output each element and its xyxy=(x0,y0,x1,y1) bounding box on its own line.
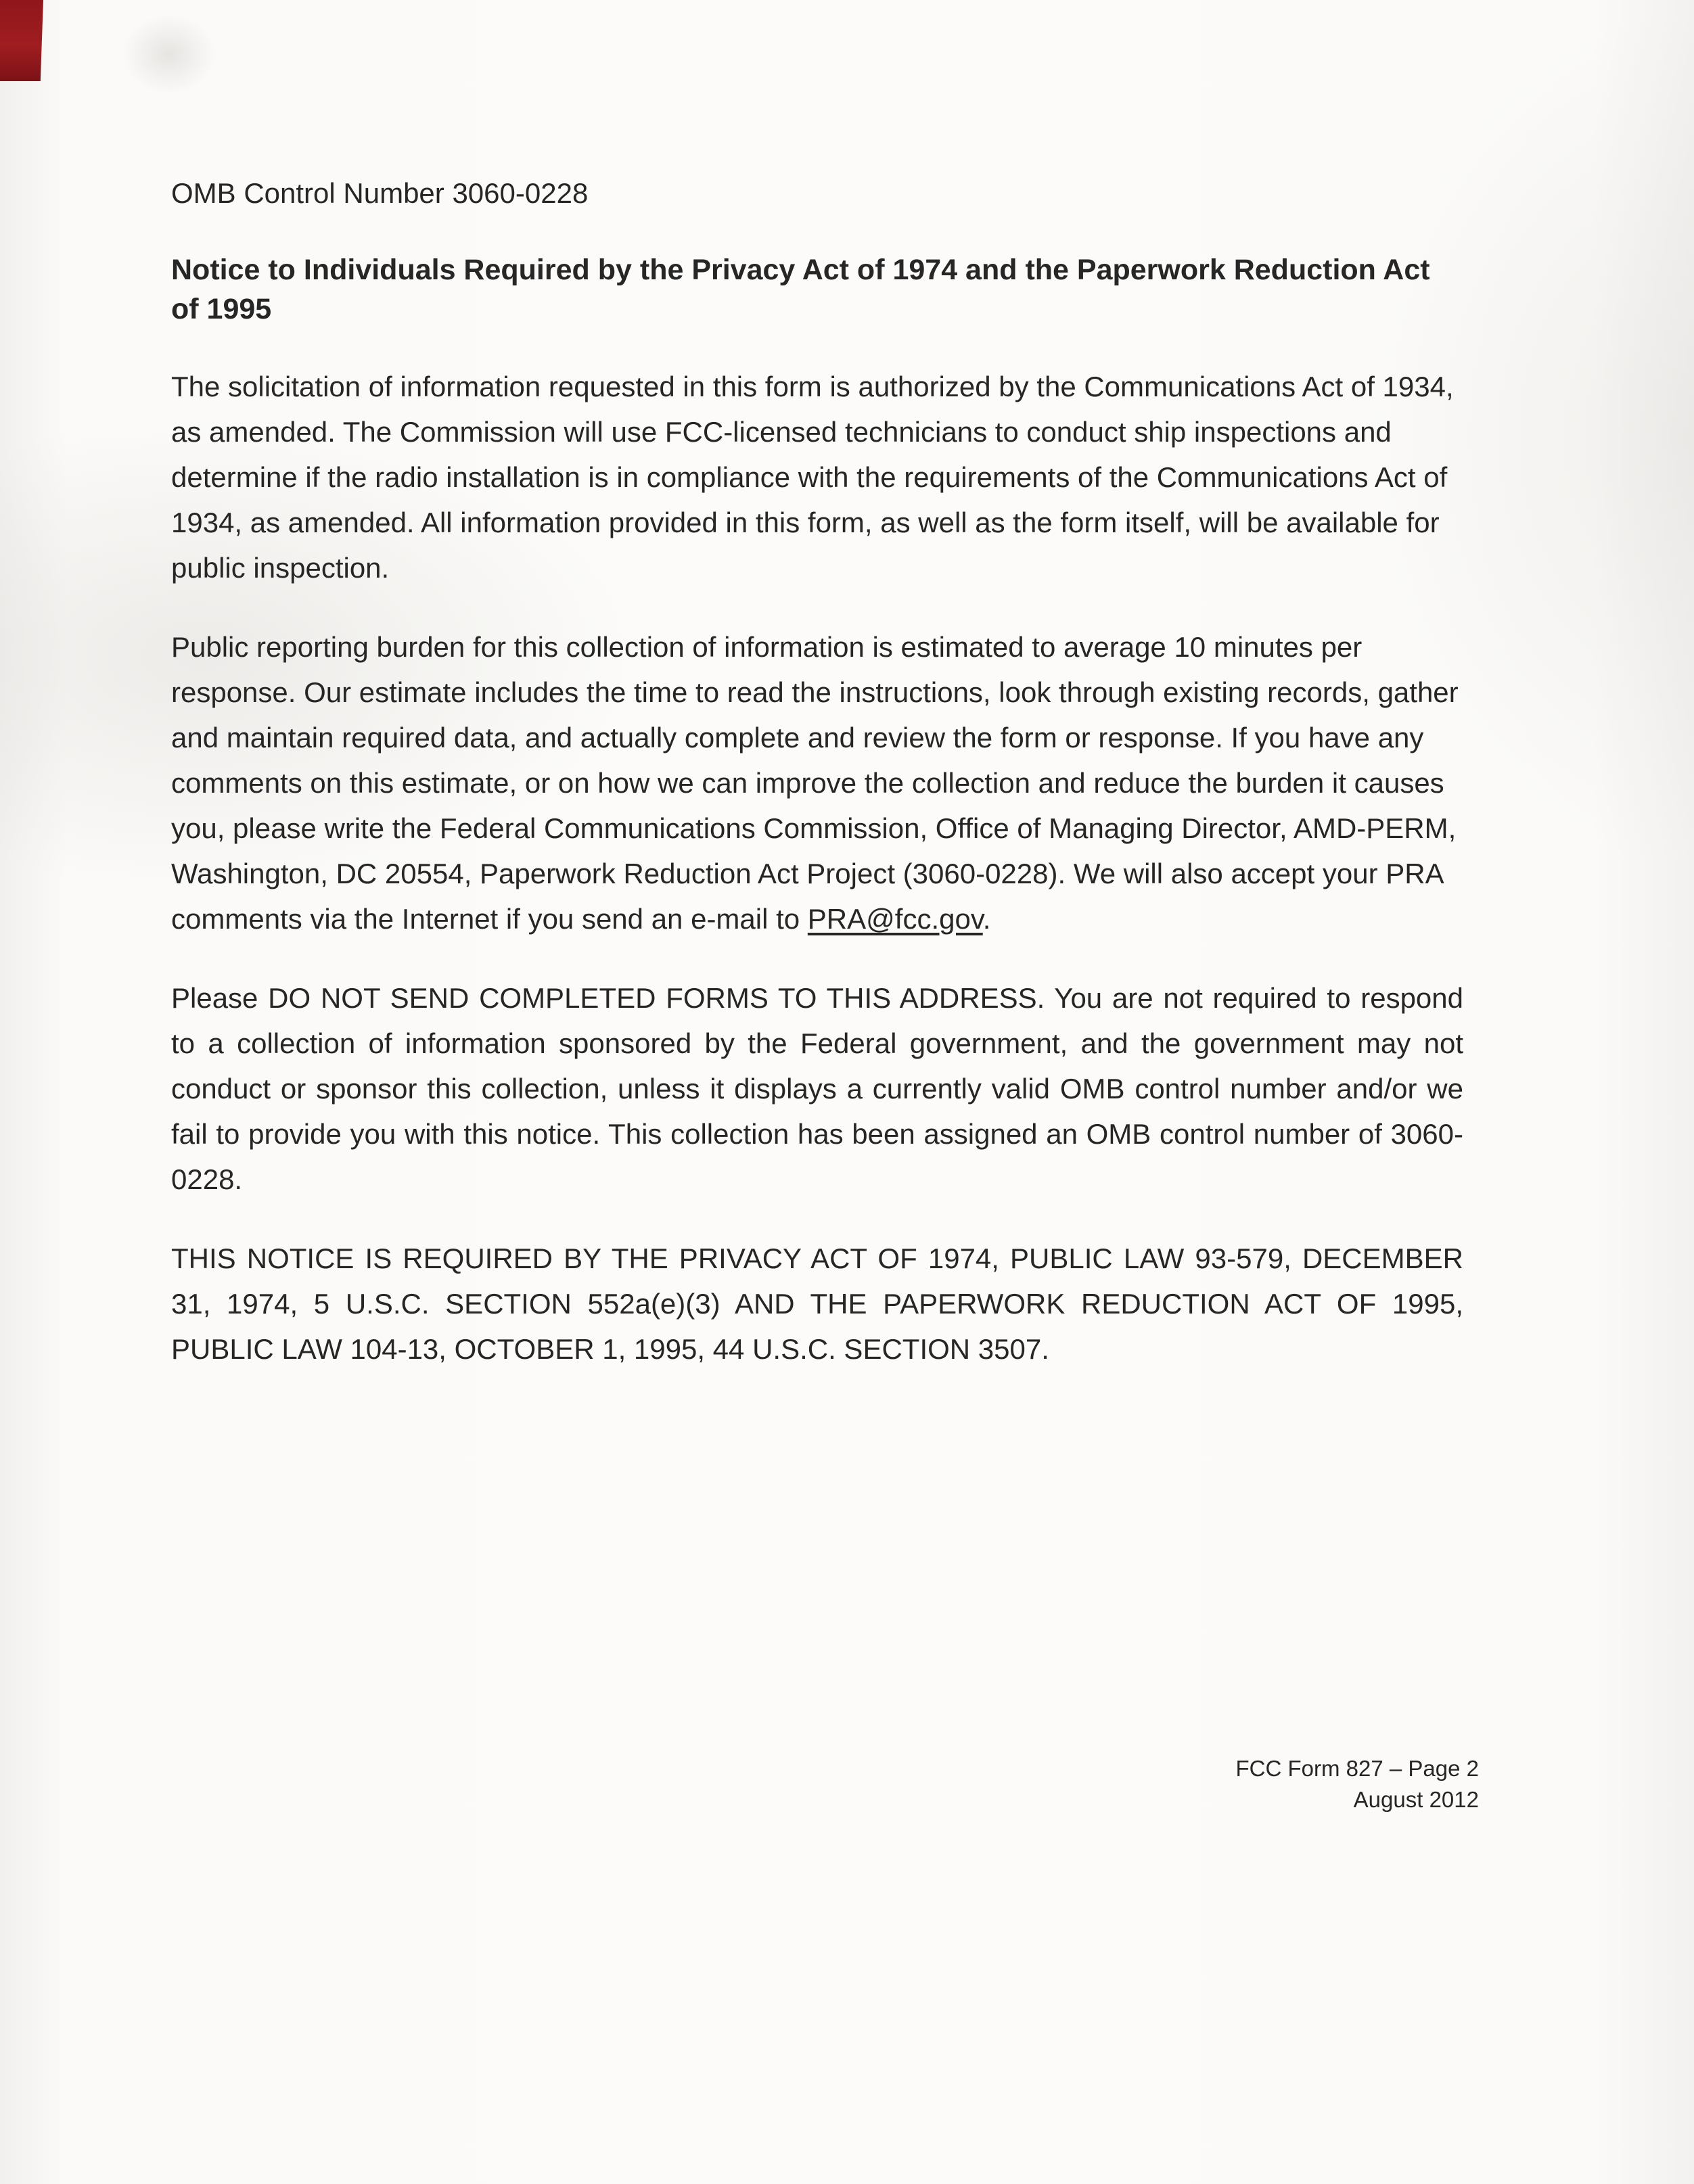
omb-control-number: OMB Control Number 3060-0228 xyxy=(171,177,589,209)
notice-title: Notice to Individuals Required by the Privacy Act of 1974 and the Paperwork Reduction Act of 1995 xyxy=(171,254,1430,325)
red-scan-artifact xyxy=(0,0,43,81)
page-footer xyxy=(1236,1753,1480,1815)
paragraph-notice-required: THIS NOTICE IS REQUIRED BY THE PRIVACY ACT OF 1974, PUBLIC LAW 93-579, DECEMBER 31, 1974, 5 U.S.C. SECTION 552a(e)(3) AND THE PAPERWORK REDUCTION ACT OF 1995, PUBLIC LAW 104-13, OCTOBER 1, 1995, 44 U.S.C. SECTION 3507. xyxy=(171,1242,1463,1365)
footer-form-number: FCC Form 827 – Page 2 xyxy=(1235,1756,1479,1781)
footer-date: August 2012 xyxy=(1353,1787,1479,1812)
paragraph-reporting-burden-period: . xyxy=(982,903,991,935)
paragraph-reporting-burden-text: Public reporting burden for this collection of information is estimated to average 10 minutes per response. Our estimate includes the time to read the instructions, look through existing records, gather and maintain required data, and actually complete and review the form or response. If you have any comments on this estimate, or on how we can improve the collection and reduce the burden it causes you, please write the Federal Communications Commission, Office of Managing Director, AMD-PERM, Washington, DC 20554, Paperwork Reduction Act Project (3060-0228). We will also accept your PRA comments via the Internet if you send an e-mail to xyxy=(171,631,1459,935)
paragraph-reporting-burden xyxy=(171,624,1463,942)
document-content xyxy=(171,175,1463,1405)
paragraph-solicitation: The solicitation of information requested in this form is authorized by the Communications Act of 1934, as amended. The Commission will use FCC-licensed technicians to conduct ship inspections and determine if the radio installation is in compliance with the requirements of the Communications Act of 1934, as amended. All information provided in this form, as well as the form itself, will be available for public inspection. xyxy=(171,371,1454,584)
scan-smudge xyxy=(122,14,216,95)
paragraph-do-not-send: Please DO NOT SEND COMPLETED FORMS TO THIS ADDRESS. You are not required to respond to a collection of information sponsored by the Federal government, and the government may not conduct or sponsor this collection, unless it displays a currently valid OMB control number and/or we fail to provide you with this notice. This collection has been assigned an OMB control number of 3060-0228. xyxy=(171,982,1463,1195)
pra-email-link[interactable]: PRA@fcc.gov xyxy=(807,903,983,935)
